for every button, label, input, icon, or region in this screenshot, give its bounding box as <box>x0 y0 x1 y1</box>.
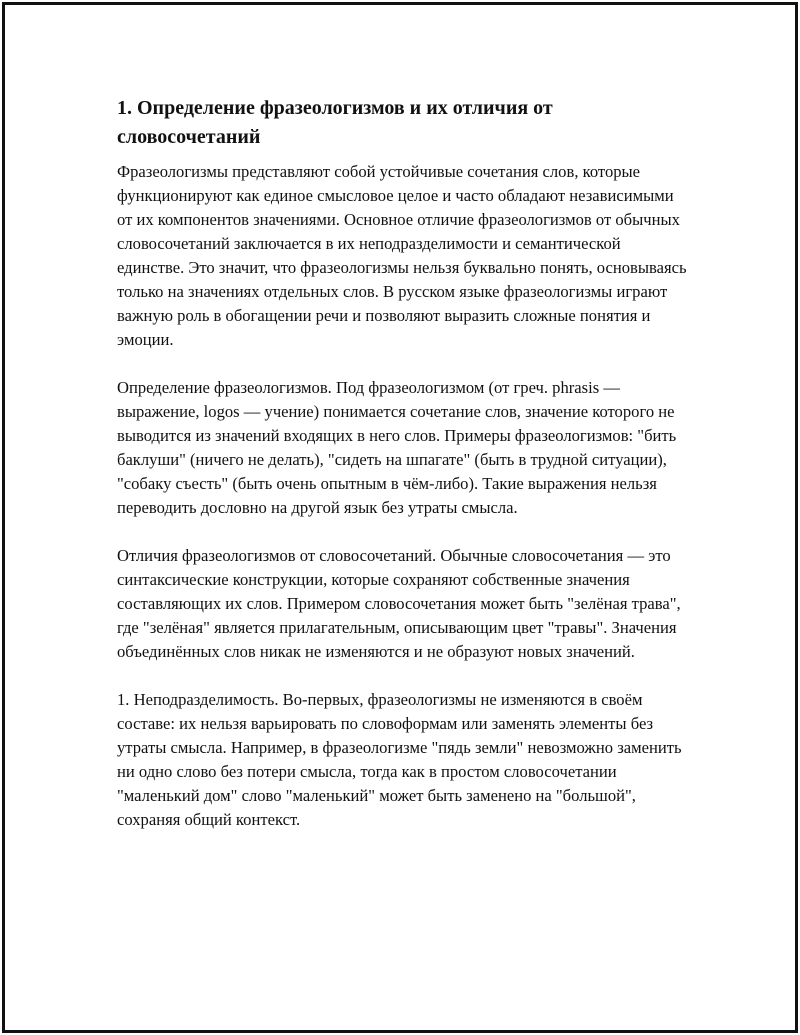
paragraph-indivisibility: 1. Неподразделимость. Во-первых, фразеологизмы не изменяются в своём составе: их нельзя варьировать по словоформам или заменять элементы без утраты смысла. Например, в фразеологизме "пядь земли" невозможно заменить ни одно слово без потери смысла, тогда как в простом словосочетании "маленький дом" слово "маленький" может быть заменено на "большой", сохраняя общий контекст. <box>117 690 682 829</box>
paragraph-definition: Определение фразеологизмов. Под фразеологизмом (от греч. phrasis — выражение, logos — учение) понимается сочетание слов, значение которого не выводится из значений входящих в него слов. Примеры фразеологизмов: "бить баклуши" (ничего не делать), "сидеть на шпагате" (быть в трудной ситуации), "собаку съесть" (быть очень опытным в чём-либо). Такие выражения нельзя переводить дословно на другой язык без утраты смысла. <box>117 378 677 517</box>
paragraph-differences: Отличия фразеологизмов от словосочетаний. Обычные словосочетания — это синтаксические конструкции, которые сохраняют собственные значения составляющих их слов. Примером словосочетания может быть "зелёная трава", где "зелёная" является прилагательным, описывающим цвет "травы". Значения объединённых слов никак не изменяются и не образуют новых значений. <box>117 546 681 661</box>
paragraph-intro: Фразеологизмы представляют собой устойчивые сочетания слов, которые функционируют как единое смысловое целое и часто обладают независимыми от их компонентов значениями. Основное отличие фразеологизмов от обычных словосочетаний заключается в их неподразделимости и семантической единстве. Это значит, что фразеологизмы нельзя буквально понять, основываясь только на значениях отдельных слов. В русском языке фразеологизмы играют важную роль в обогащении речи и позволяют выразить сложные понятия и эмоции. <box>117 162 687 349</box>
section-heading: 1. Определение фразеологизмов и их отличия от словосочетаний <box>117 97 553 148</box>
document-body <box>117 94 692 832</box>
